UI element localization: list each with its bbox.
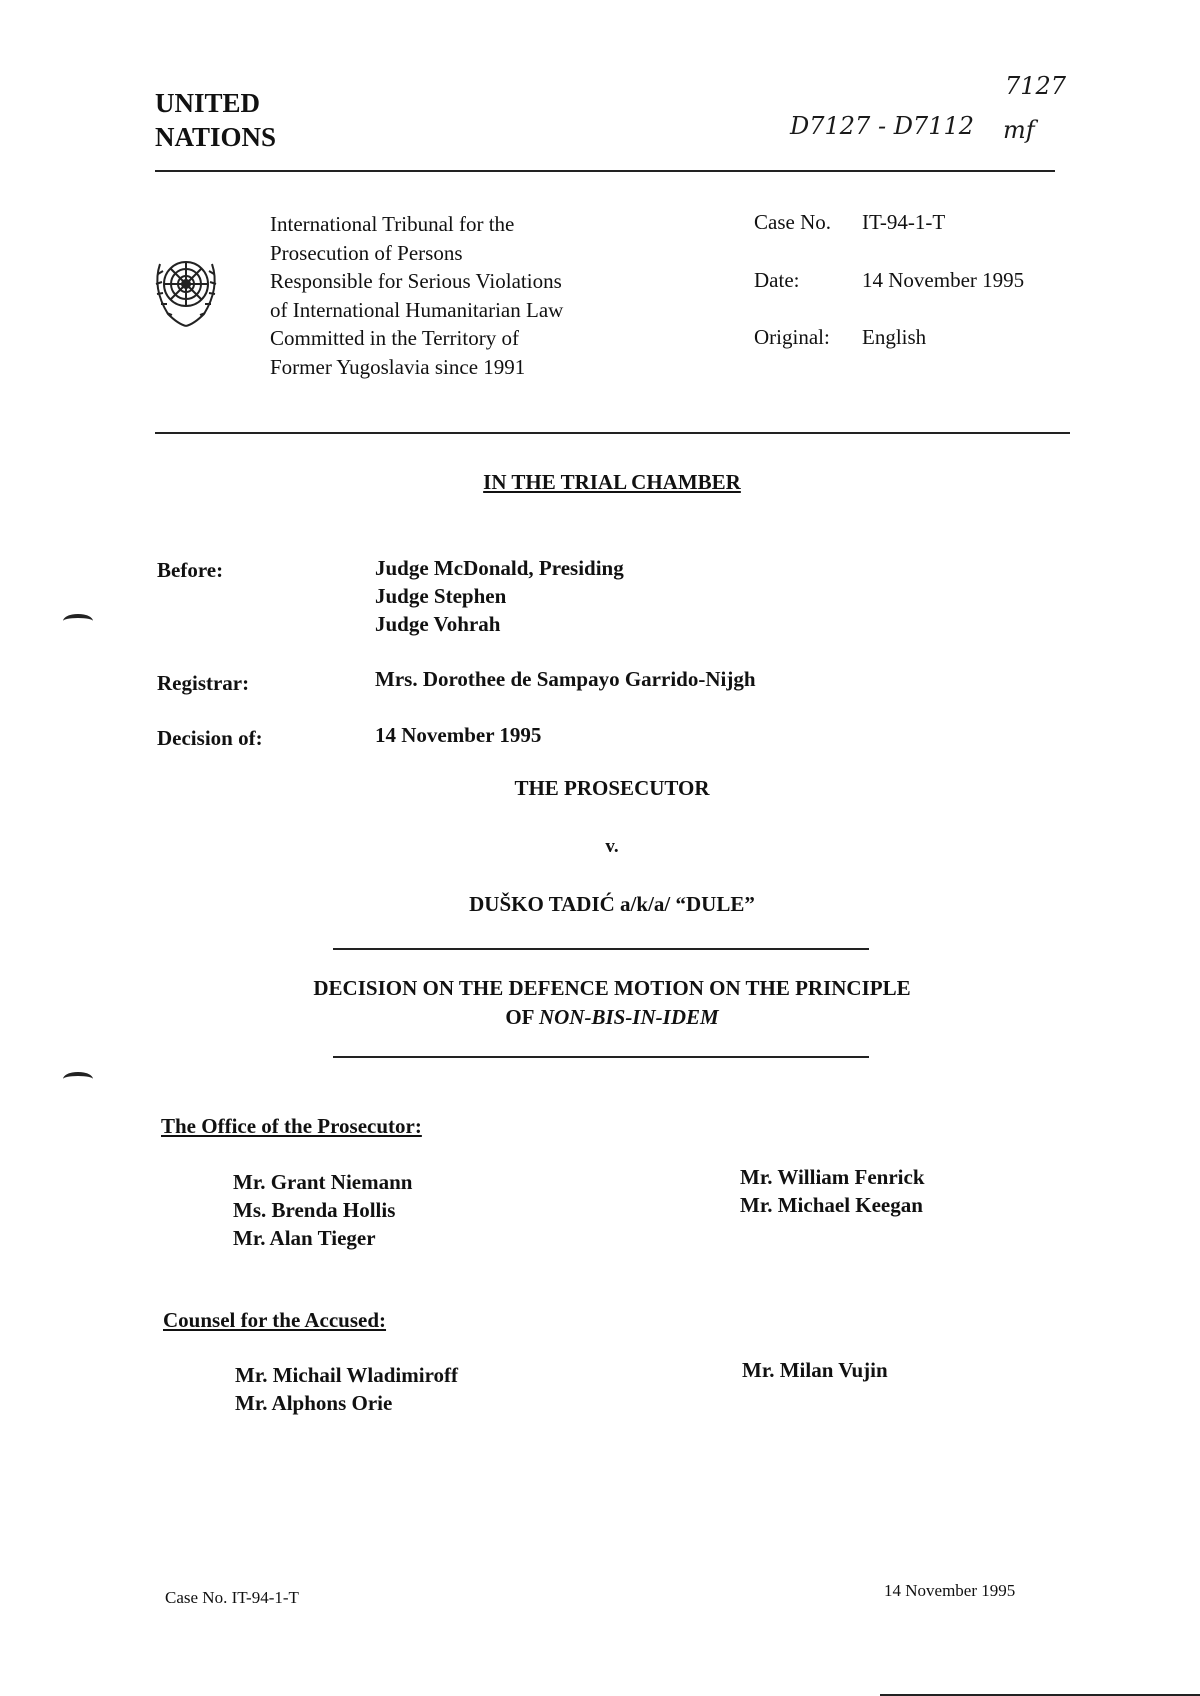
counsel-name: Ms. Brenda Hollis bbox=[233, 1198, 396, 1222]
tribunal-line: of International Humanitarian Law bbox=[270, 297, 564, 322]
prosecution-heading: The Office of the Prosecutor: bbox=[161, 1114, 422, 1138]
defence-list-right bbox=[742, 1356, 888, 1384]
registrar-name: Mrs. Dorothee de Sampayo Garrido-Nijgh bbox=[375, 667, 756, 691]
counsel-name: Mr. Grant Niemann bbox=[233, 1170, 413, 1194]
prosecutor-caption: THE PROSECUTOR bbox=[514, 776, 710, 800]
scan-mark bbox=[63, 614, 93, 628]
section-rule bbox=[155, 432, 1070, 434]
versus: v. bbox=[605, 836, 619, 857]
title-rule-bottom bbox=[333, 1056, 869, 1058]
chamber-title: IN THE TRIAL CHAMBER bbox=[483, 470, 741, 494]
decision-title bbox=[0, 974, 1200, 1032]
date-value: 14 November 1995 bbox=[862, 268, 1025, 292]
original-value: English bbox=[862, 325, 927, 349]
case-no-label: Case No. bbox=[754, 210, 831, 234]
accused-caption: DUŠKO TADIĆ a/k/a/ “DULE” bbox=[469, 892, 755, 916]
counsel-name: Mr. William Fenrick bbox=[740, 1165, 925, 1189]
stamp-range: D7127 - D7112 bbox=[790, 112, 975, 140]
case-no-value: IT-94-1-T bbox=[862, 210, 946, 234]
decision-title-line2 bbox=[0, 1003, 1200, 1032]
tribunal-line: International Tribunal for the bbox=[270, 212, 515, 236]
counsel-name: Mr. Michael Keegan bbox=[740, 1193, 923, 1217]
stamp-page: 7127 bbox=[1005, 72, 1067, 100]
un-emblem-icon bbox=[150, 244, 222, 336]
org-name bbox=[155, 86, 276, 154]
judge-name: Judge Stephen bbox=[375, 584, 507, 608]
org-name-line1: UNITED bbox=[155, 88, 261, 118]
decision-title-italic: NON-BIS-IN-IDEM bbox=[538, 1005, 719, 1029]
date-label: Date: bbox=[754, 268, 800, 292]
title-rule-top bbox=[333, 948, 869, 950]
counsel-name: Mr. Michail Wladimiroff bbox=[235, 1363, 459, 1387]
counsel-name: Mr. Alan Tieger bbox=[233, 1226, 376, 1250]
original-label: Original: bbox=[754, 325, 830, 349]
org-name-line2: NATIONS bbox=[155, 122, 277, 152]
header-rule bbox=[155, 170, 1055, 172]
tribunal-line: Former Yugoslavia since 1991 bbox=[270, 354, 526, 379]
counsel-name: Mr. Milan Vujin bbox=[742, 1358, 888, 1382]
scan-mark bbox=[63, 1072, 93, 1086]
tribunal-line: Responsible for Serious Violations bbox=[270, 269, 562, 293]
judge-name: Judge McDonald, Presiding bbox=[375, 556, 624, 580]
defence-list-left bbox=[235, 1361, 458, 1417]
counsel-name: Mr. Alphons Orie bbox=[235, 1391, 393, 1415]
decision-title-line1: DECISION ON THE DEFENCE MOTION ON THE PRINCIPLE bbox=[313, 976, 911, 1000]
tribunal-line: Prosecution of Persons bbox=[270, 240, 463, 265]
before-label: Before: bbox=[157, 558, 224, 582]
tribunal-line: Committed in the Territory of bbox=[270, 326, 519, 350]
decision-title-prefix: OF bbox=[505, 1005, 539, 1029]
footer-case-no: Case No. IT-94-1-T bbox=[165, 1588, 299, 1607]
decision-date: 14 November 1995 bbox=[375, 723, 542, 747]
defence-heading: Counsel for the Accused: bbox=[163, 1308, 387, 1332]
tribunal-name bbox=[270, 210, 563, 381]
prosecution-list-left bbox=[233, 1168, 412, 1252]
decision-of-label: Decision of: bbox=[157, 726, 263, 750]
stamp-initials: mf bbox=[1003, 116, 1035, 144]
judges-list bbox=[375, 554, 624, 638]
registrar-label: Registrar: bbox=[157, 671, 250, 695]
footer-date: 14 November 1995 bbox=[884, 1581, 1016, 1600]
prosecution-list-right bbox=[740, 1163, 925, 1219]
judge-name: Judge Vohrah bbox=[375, 612, 501, 636]
